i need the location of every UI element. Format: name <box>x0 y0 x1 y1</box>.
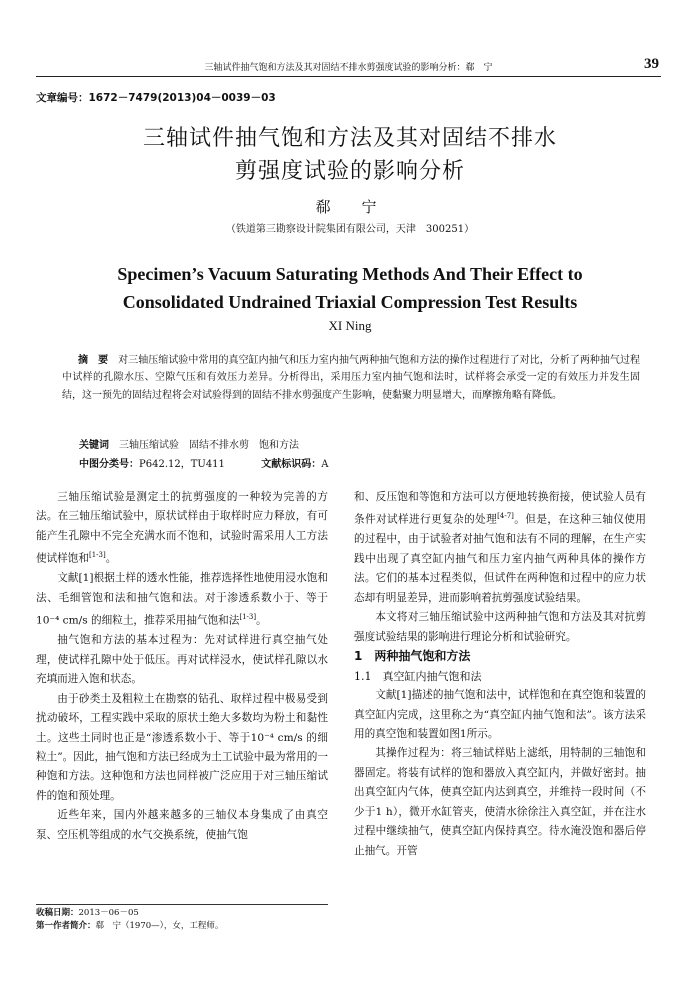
footnote <box>36 904 328 933</box>
doc-code-label: 文献标识码： <box>261 459 322 470</box>
page-number: 39 <box>644 56 659 72</box>
paragraph: 三轴压缩试验是测定土的抗剪强度的一种较为完善的方法。在三轴压缩试验中，原状试样由于取样时应力释放，有可能产生孔隙中不完全充满水而不饱和，试验时需采用人工方法使试样饱和[1-3]。 <box>36 491 328 565</box>
keywords-text: 三轴压缩试验 固结不排水剪 饱和方法 <box>119 440 299 451</box>
paragraph: 本文将对三轴压缩试验中这两种抽气饱和方法及其对抗剪强度试验结果的影响进行理论分析和试验研究。 <box>354 611 646 643</box>
keywords-label: 关键词 <box>79 440 109 451</box>
abstract <box>62 352 640 404</box>
article-number <box>36 90 276 105</box>
running-title: 三轴试件抽气饱和方法及其对固结不排水剪强度试验的影响分析：郗 宁 <box>204 63 493 73</box>
article-number-value: 1672－7479(2013)04－0039－03 <box>88 92 276 104</box>
classification <box>79 455 329 470</box>
clc-label: 中图分类号： <box>79 459 139 470</box>
title-line-2: 剪强度试验的影响分析 <box>234 159 465 184</box>
author-bio: 第一作者简介：郗 宁（1970—），女，工程师。 <box>36 921 224 931</box>
received-date: 收稿日期：2013－06－05 <box>36 908 139 918</box>
clc-value: P642.12，TU411 <box>139 459 225 470</box>
paragraph: 近些年来，国内外越来越多的三轴仪本身集成了由真空泵、空压机等组成的水气交换系统，使抽气饱 <box>36 809 328 841</box>
abstract-text: 对三轴压缩试验中常用的真空缸内抽气和压力室内抽气两种抽气饱和方法的操作过程进行了对比，分析了两种抽气过程中试样的孔隙水压、空隙气压和有效压力差异。分析得出，采用压力室内抽气饱和法时，试样将会承受一定的有效压力并发生固结，这一预先的固结过程将会对试验得到的固结不排水剪强度产生影响，使黏聚力明显增大，而摩擦角略有降低。 <box>62 355 641 401</box>
english-author: XI Ning <box>328 318 372 333</box>
citation: [1-3] <box>88 551 106 560</box>
citation: [1-3] <box>239 613 257 622</box>
paragraph: 文献[1]根据土样的透水性能，推荐选择性地使用浸水饱和法、毛细管饱和法和抽气饱和法。对于渗透系数小于、等于10⁻⁴ cm/s 的细粒土，推荐采用抽气饱和法[1-3]。 <box>36 572 328 627</box>
keywords <box>79 436 299 451</box>
paper-title <box>36 122 664 188</box>
doc-code-value: A <box>321 459 329 470</box>
affiliation: （铁道第三勘察设计院集团有限公司，天津 300251） <box>225 224 475 235</box>
english-title <box>36 260 664 316</box>
running-header <box>36 56 661 77</box>
subsection-heading: 1.1 真空缸内抽气饱和法 <box>354 669 482 683</box>
english-title-line-2: Consolidated Undrained Triaxial Compression Test Results <box>122 292 578 312</box>
author-name: 郗 宁 <box>315 198 385 216</box>
abstract-label: 摘 要 <box>78 355 109 366</box>
section-heading: 1 两种抽气饱和方法 <box>354 649 471 664</box>
paragraph: 由于砂类土及粗粒土在勘察的钻孔、取样过程中极易受到扰动破坏，工程实践中采取的原状土绝大多数均为粉土和黏性土。这些土同时也正是“渗透系数小于、等于10⁻⁴ cm/s 的细粒土”。因此，抽气饱和方法已经成为土工试验中最为常用的一种饱和方法。这种饱和方法也同样被广泛应用于对三轴压缩试件的饱和预处理。 <box>36 692 328 802</box>
left-column <box>36 488 328 845</box>
right-column <box>354 488 646 861</box>
paragraph: 其操作过程为：将三轴试样贴上滤纸，用特制的三轴饱和器固定。将装有试样的饱和器放入真空缸内，并做好密封。抽出真空缸内气体，使真空缸内达到真空，并维持一段时间（不少于1 h），微开水缸管夹，使清水徐徐注入真空缸，并在注水过程中继续抽气，使真空缸内保持真空。待水淹没饱和器后停止抽气。开管 <box>354 747 646 857</box>
citation: [4-7] <box>497 512 514 521</box>
title-line-1: 三轴试件抽气饱和方法及其对固结不排水 <box>142 126 557 151</box>
english-title-line-1: Specimen’s Vacuum Saturating Methods And Their Effect to <box>117 264 583 284</box>
paragraph: 文献[1]描述的抽气饱和法中，试样饱和在真空饱和装置的真空缸内完成，这里称之为“真空缸内抽气饱和法”。该方法采用的真空饱和装置如图1所示。 <box>354 689 646 740</box>
paragraph: 和、反压饱和等饱和方法可以方便地转换衔接，使试验人员有条件对试样进行更复杂的处理[4-7]。但是，在这种三轴仪使用的过程中，由于试验者对抽气饱和法有不同的理解，在生产实践中出现了真空缸内抽气和压力室内抽气两种具体的操作方法。它们的基本过程类似，但试件在两种饱和过程中的应力状态却有明显差异，进而影响着抗剪强度试验结果。 <box>354 491 647 604</box>
article-number-label: 文章编号： <box>36 92 89 104</box>
paragraph: 抽气饱和方法的基本过程为：先对试样进行真空抽气处理，使试样孔隙中处于低压。再对试样浸水，使试样孔隙以水充填而进入饱和状态。 <box>36 634 328 686</box>
